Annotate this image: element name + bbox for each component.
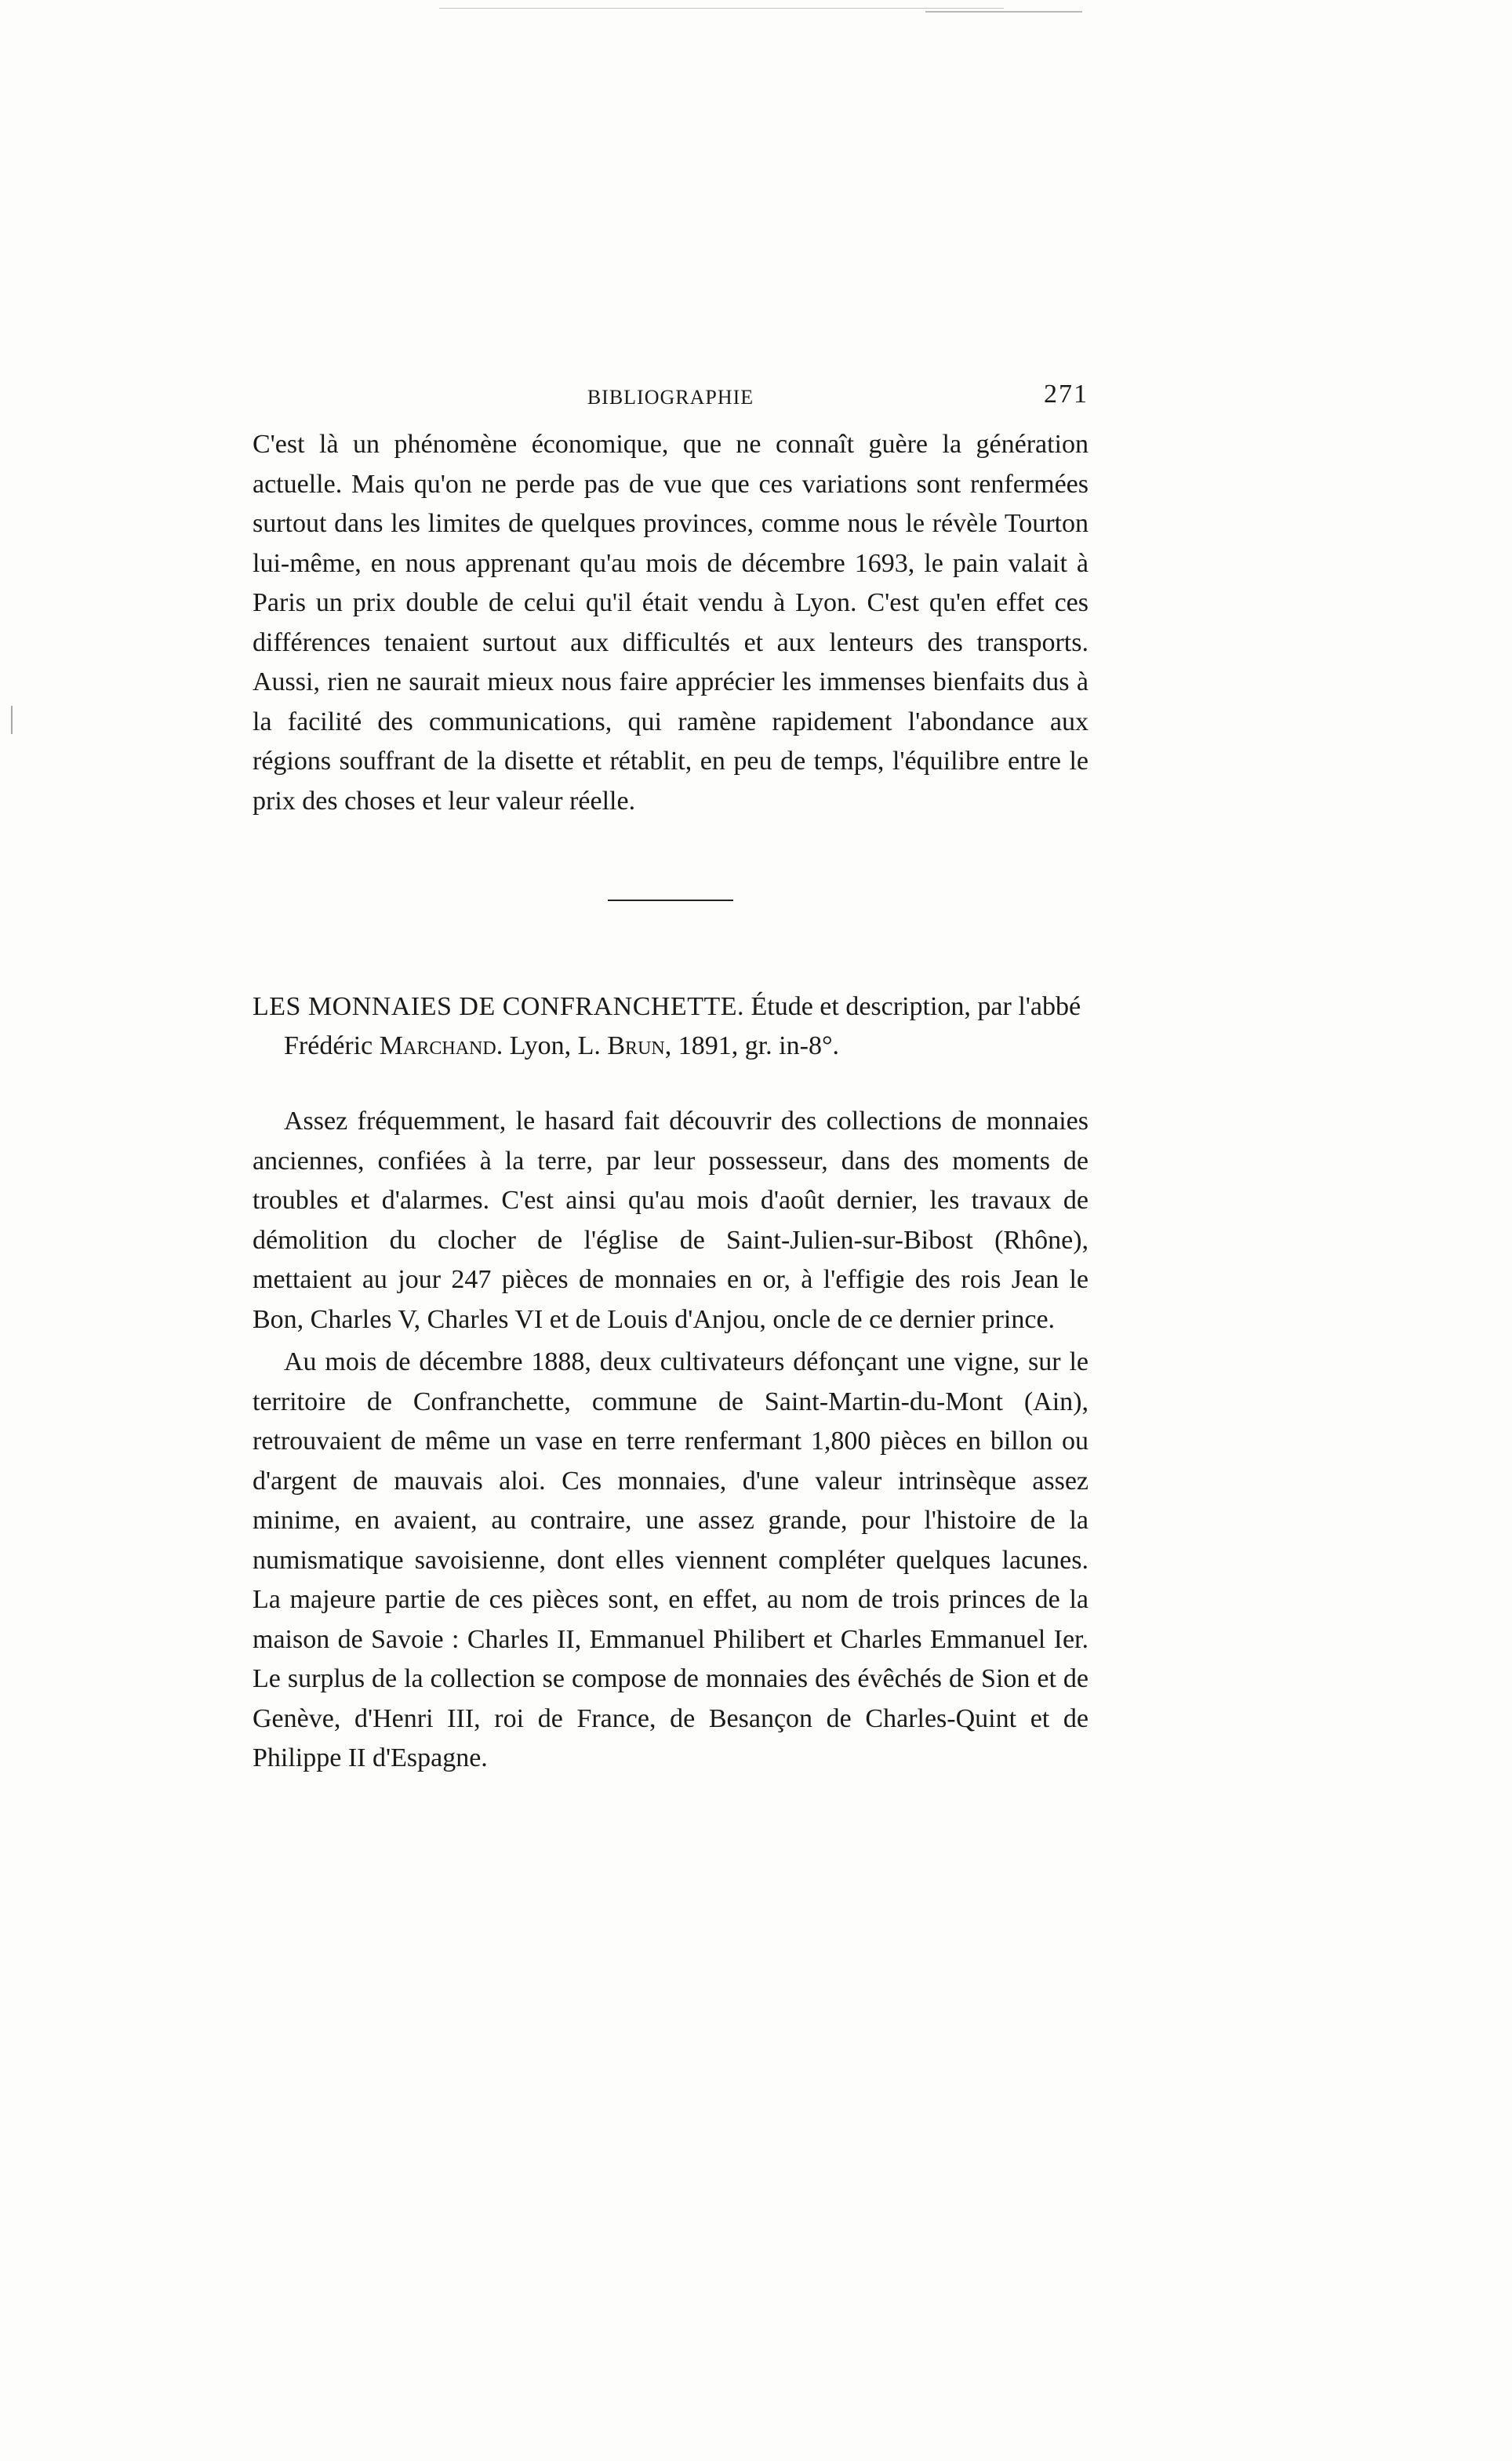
entry-place: . Lyon, bbox=[496, 1031, 572, 1060]
bibliographic-entry-heading bbox=[253, 987, 1089, 1066]
entry-author-name: Marchand bbox=[379, 1031, 496, 1060]
entry-author-prefix: par l'abbé Frédéric bbox=[284, 992, 1081, 1060]
review-paragraph: Au mois de décembre 1888, deux cultivateurs défonçant une vigne, sur le territoire de Confranchette, commune de Saint-Martin-du-Mont (Ain), retrouvaient de même un vase en terre renfermant 1,800 pièces en billon ou d'argent de mauvais aloi. Ces monnaies, d'une valeur intrinsèque assez minime, en avaient, au contraire, une assez grande, pour l'histoire de la numismatique savoisienne, dont elles viennent compléter quelques lacunes. La majeure partie de ces pièces sont, en effet, au nom de trois princes de la maison de Savoie : Charles II, Emmanuel Philibert et Charles Emmanuel Ier. Le surplus de la collection se compose de monnaies des évêchés de Sion et de Genève, d'Henri III, roi de France, de Besançon de Charles-Quint et de Philippe II d'Espagne. bbox=[253, 1347, 1089, 1772]
continuation-paragraph: C'est là un phénomène économique, que ne connaît guère la génération actuelle. Mais qu'on ne perde pas de vue que ces variations sont renfermées surtout dans les limites de quelques provinces, comme nous le révèle Tourton lui-même, en nous apprenant qu'au mois de décembre 1693, le pain valait à Paris un prix double de celui qu'il était vendu à Lyon. C'est qu'en effet ces différences tenaient surtout aux difficultés et aux lenteurs des transports. Aussi, rien ne saurait mieux nous faire apprécier les immenses bienfaits dus à la facilité des communications, qui ramène rapidement l'abondance aux régions souffrant de la disette et rétablit, en peu de temps, l'équilibre entre le prix des choses et leur valeur réelle. bbox=[253, 430, 1089, 816]
scan-artifact-left bbox=[11, 706, 13, 734]
scan-artifact-top-short bbox=[925, 11, 1082, 13]
entry-publisher: L. Brun bbox=[577, 1031, 665, 1060]
page-content bbox=[253, 369, 1089, 1779]
entry-details: , 1891, gr. in-8°. bbox=[664, 1031, 840, 1060]
scan-artifact-top bbox=[439, 8, 1004, 9]
page-number: 271 bbox=[1044, 380, 1089, 409]
review-body bbox=[253, 1102, 1089, 1779]
entry-subtitle: Étude et description, bbox=[751, 992, 971, 1021]
section-divider bbox=[608, 900, 733, 901]
running-title: BIBLIOGRAPHIE bbox=[587, 386, 754, 409]
running-head bbox=[253, 369, 1089, 425]
review-paragraph: Assez fréquemment, le hasard fait découvrir des collections de monnaies anciennes, confiées à la terre, par leur possesseur, dans des moments de troubles et d'alarmes. C'est ainsi qu'au mois d'août dernier, les travaux de démolition du clocher de l'église de Saint-Julien-sur-Bibost (Rhône), mettaient au jour 247 pièces de monnaies en or, à l'effigie des rois Jean le Bon, Charles V, Charles VI et de Louis d'Anjou, oncle de ce dernier prince. bbox=[253, 1107, 1089, 1334]
entry-title: LES MONNAIES DE CONFRANCHETTE. bbox=[253, 992, 744, 1021]
